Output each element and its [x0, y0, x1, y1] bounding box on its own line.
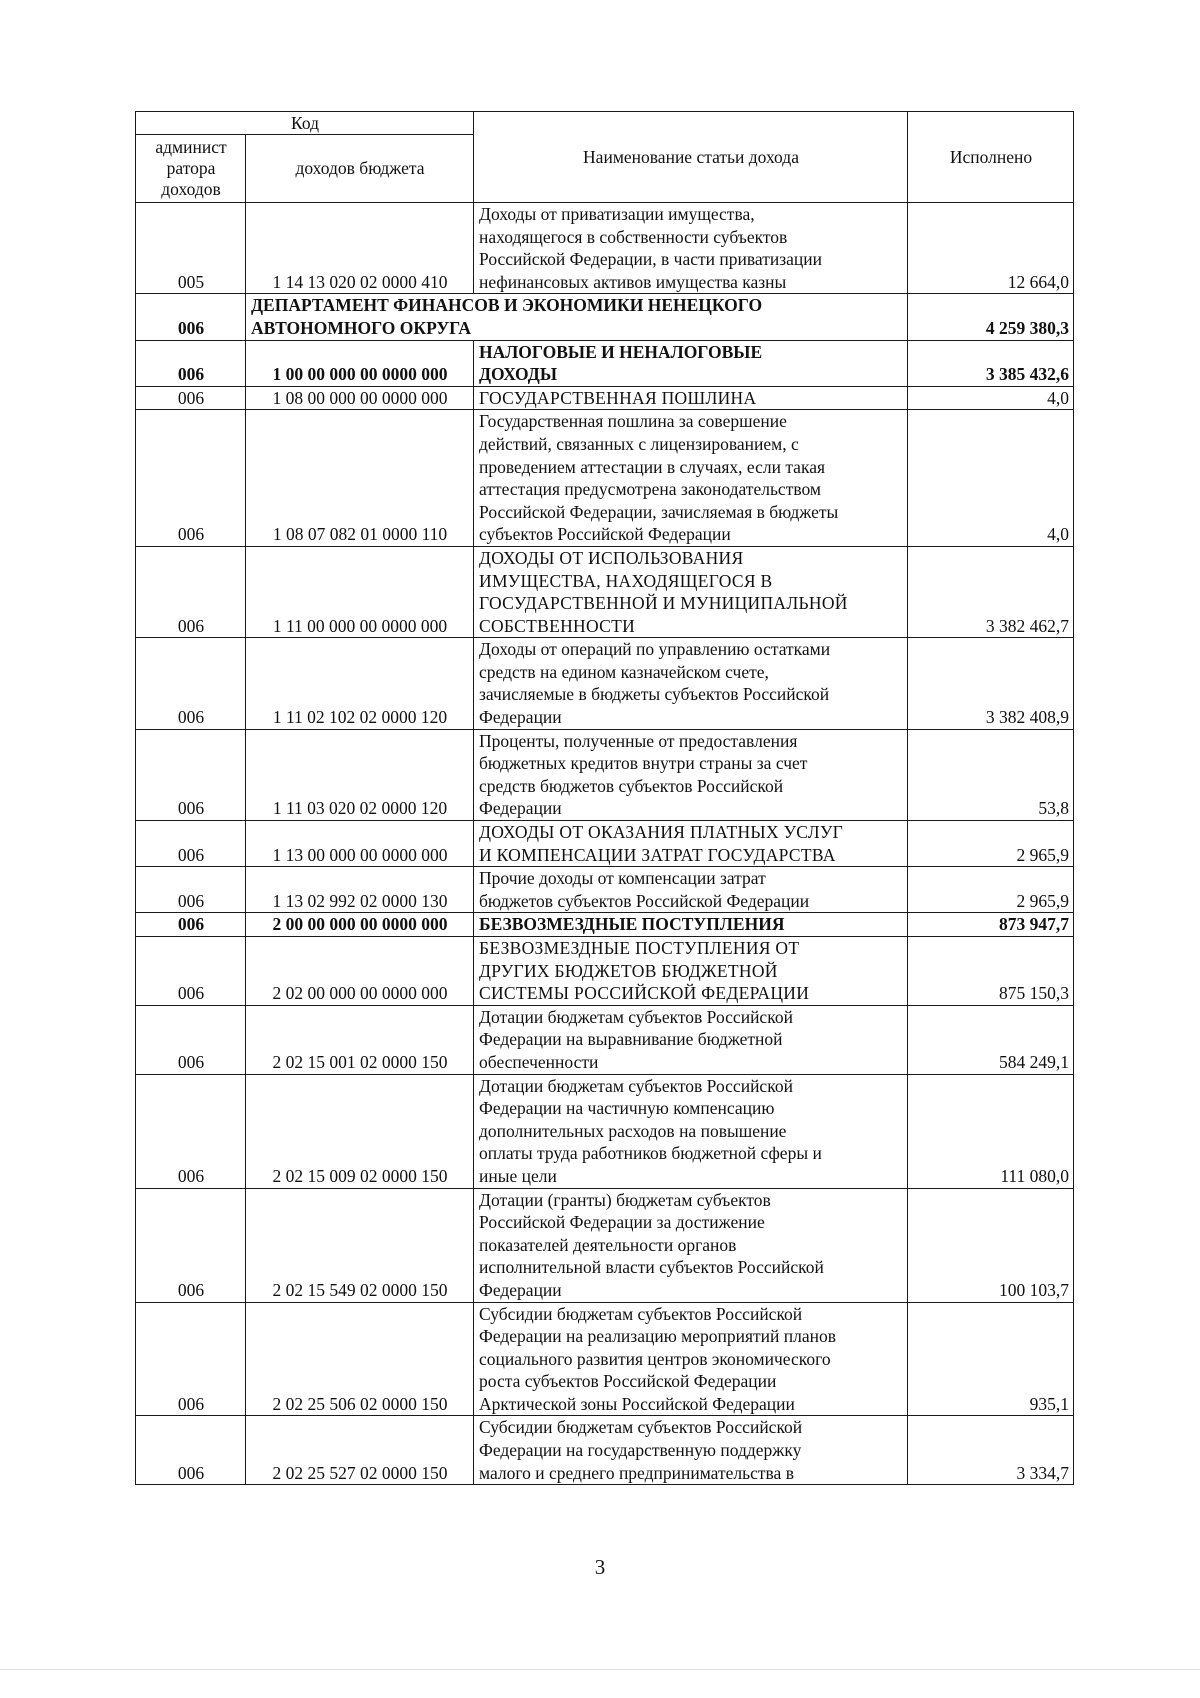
budget-code-cell: 1 11 00 000 00 0000 000: [246, 546, 474, 637]
table-row: [136, 1302, 1074, 1416]
admin-code-cell: 006: [136, 294, 246, 340]
amount-cell: 4,0: [908, 386, 1074, 410]
table-row: [136, 203, 1074, 294]
admin-code-cell: 005: [136, 203, 246, 294]
table-row: [136, 1005, 1074, 1074]
table-row: [136, 729, 1074, 820]
admin-code-cell: 006: [136, 867, 246, 913]
table-row: [136, 1074, 1074, 1188]
header-admin-column: админист ратора доходов: [136, 135, 246, 203]
amount-cell: 111 080,0: [908, 1074, 1074, 1188]
revenue-table: [135, 111, 1074, 1485]
amount-cell: 100 103,7: [908, 1188, 1074, 1302]
item-name-cell: ДОХОДЫ ОТ ОКАЗАНИЯ ПЛАТНЫХ УСЛУГ И КОМПЕНСАЦИИ ЗАТРАТ ГОСУДАРСТВА: [474, 821, 908, 867]
table-row: [136, 638, 1074, 729]
department-name-cell: ДЕПАРТАМЕНТ ФИНАНСОВ И ЭКОНОМИКИ НЕНЕЦКОГО АВТОНОМНОГО ОКРУГА: [246, 294, 908, 340]
budget-code-cell: 2 00 00 000 00 0000 000: [246, 913, 474, 937]
budget-code-cell: 1 08 00 000 00 0000 000: [246, 386, 474, 410]
item-name-cell: БЕЗВОЗМЕЗДНЫЕ ПОСТУПЛЕНИЯ: [474, 913, 908, 937]
amount-cell: 873 947,7: [908, 913, 1074, 937]
table-row: [136, 1188, 1074, 1302]
amount-cell: 584 249,1: [908, 1005, 1074, 1074]
amount-cell: 4 259 380,3: [908, 294, 1074, 340]
admin-code-cell: 006: [136, 937, 246, 1006]
item-name-cell: БЕЗВОЗМЕЗДНЫЕ ПОСТУПЛЕНИЯ ОТ ДРУГИХ БЮДЖЕТОВ БЮДЖЕТНОЙ СИСТЕМЫ РОССИЙСКОЙ ФЕДЕРАЦИИ: [474, 937, 908, 1006]
budget-code-cell: 2 02 15 001 02 0000 150: [246, 1005, 474, 1074]
amount-cell: 3 385 432,6: [908, 340, 1074, 386]
header-code-group: Код: [136, 112, 474, 135]
amount-cell: 2 965,9: [908, 867, 1074, 913]
table-row: [136, 1416, 1074, 1485]
admin-code-cell: 006: [136, 1188, 246, 1302]
budget-code-cell: 2 02 25 527 02 0000 150: [246, 1416, 474, 1485]
item-name-cell: Субсидии бюджетам субъектов Российской Федерации на реализацию мероприятий планов социального развития центров экономического роста субъектов Российской Федерации Арктической зоны Российской Федерации: [474, 1302, 908, 1416]
admin-code-cell: 006: [136, 821, 246, 867]
item-name-cell: Государственная пошлина за совершение действий, связанных с лицензированием, с проведением аттестации в случаях, если такая аттестация предусмотрена законодательством Российской Федерации, зачисляемая в бюджеты субъектов Российской Федерации: [474, 410, 908, 547]
table-row: [136, 913, 1074, 937]
item-name-cell: Субсидии бюджетам субъектов Российской Федерации на государственную поддержку малого и среднего предпринимательства в: [474, 1416, 908, 1485]
budget-code-cell: 2 02 25 506 02 0000 150: [246, 1302, 474, 1416]
item-name-cell: Дотации бюджетам субъектов Российской Федерации на выравнивание бюджетной обеспеченности: [474, 1005, 908, 1074]
admin-code-cell: 006: [136, 546, 246, 637]
admin-code-cell: 006: [136, 1302, 246, 1416]
admin-code-cell: 006: [136, 1074, 246, 1188]
table-row-department: [136, 294, 1074, 340]
amount-cell: 875 150,3: [908, 937, 1074, 1006]
amount-cell: 12 664,0: [908, 203, 1074, 294]
budget-code-cell: 1 08 07 082 01 0000 110: [246, 410, 474, 547]
table-row: [136, 386, 1074, 410]
header-amount-column: Исполнено: [908, 112, 1074, 203]
table-row: [136, 821, 1074, 867]
page-number: 3: [594, 1555, 606, 1579]
amount-cell: 53,8: [908, 729, 1074, 820]
admin-code-cell: 006: [136, 729, 246, 820]
header-code-column: доходов бюджета: [246, 135, 474, 203]
budget-code-cell: 2 02 15 009 02 0000 150: [246, 1074, 474, 1188]
header-row-top: [136, 112, 1074, 135]
amount-cell: 4,0: [908, 410, 1074, 547]
budget-code-cell: 1 00 00 000 00 0000 000: [246, 340, 474, 386]
budget-code-cell: 1 13 00 000 00 0000 000: [246, 821, 474, 867]
admin-code-cell: 006: [136, 1416, 246, 1485]
header-name-column: Наименование статьи дохода: [474, 112, 908, 203]
budget-code-cell: 1 11 03 020 02 0000 120: [246, 729, 474, 820]
admin-code-cell: 006: [136, 638, 246, 729]
table-row: [136, 340, 1074, 386]
budget-code-cell: 1 14 13 020 02 0000 410: [246, 203, 474, 294]
budget-code-cell: 1 13 02 992 02 0000 130: [246, 867, 474, 913]
item-name-cell: ДОХОДЫ ОТ ИСПОЛЬЗОВАНИЯ ИМУЩЕСТВА, НАХОДЯЩЕГОСЯ В ГОСУДАРСТВЕННОЙ И МУНИЦИПАЛЬНОЙ СОБСТВЕННОСТИ: [474, 546, 908, 637]
item-name-cell: Доходы от операций по управлению остатками средств на едином казначейском счете, зачисляемые в бюджеты субъектов Российской Федерации: [474, 638, 908, 729]
admin-code-cell: 006: [136, 410, 246, 547]
table-row: [136, 867, 1074, 913]
budget-code-cell: 2 02 00 000 00 0000 000: [246, 937, 474, 1006]
table-row: [136, 937, 1074, 1006]
table-row: [136, 546, 1074, 637]
admin-code-cell: 006: [136, 386, 246, 410]
admin-code-cell: 006: [136, 1005, 246, 1074]
amount-cell: 2 965,9: [908, 821, 1074, 867]
amount-cell: 935,1: [908, 1302, 1074, 1416]
scan-edge-divider: [0, 1669, 1200, 1670]
admin-code-cell: 006: [136, 340, 246, 386]
item-name-cell: НАЛОГОВЫЕ И НЕНАЛОГОВЫЕ ДОХОДЫ: [474, 340, 908, 386]
item-name-cell: Прочие доходы от компенсации затрат бюджетов субъектов Российской Федерации: [474, 867, 908, 913]
budget-code-cell: 2 02 15 549 02 0000 150: [246, 1188, 474, 1302]
table-row: [136, 410, 1074, 547]
budget-code-cell: 1 11 02 102 02 0000 120: [246, 638, 474, 729]
item-name-cell: Доходы от приватизации имущества, находящегося в собственности субъектов Российской Федерации, в части приватизации нефинансовых активов имущества казны: [474, 203, 908, 294]
amount-cell: 3 334,7: [908, 1416, 1074, 1485]
item-name-cell: Проценты, полученные от предоставления бюджетных кредитов внутри страны за счет средств бюджетов субъектов Российской Федерации: [474, 729, 908, 820]
amount-cell: 3 382 462,7: [908, 546, 1074, 637]
item-name-cell: Дотации бюджетам субъектов Российской Федерации на частичную компенсацию дополнительных расходов на повышение оплаты труда работников бюджетной сферы и иные цели: [474, 1074, 908, 1188]
amount-cell: 3 382 408,9: [908, 638, 1074, 729]
admin-code-cell: 006: [136, 913, 246, 937]
item-name-cell: Дотации (гранты) бюджетам субъектов Российской Федерации за достижение показателей деятельности органов исполнительной власти субъектов Российской Федерации: [474, 1188, 908, 1302]
item-name-cell: ГОСУДАРСТВЕННАЯ ПОШЛИНА: [474, 386, 908, 410]
